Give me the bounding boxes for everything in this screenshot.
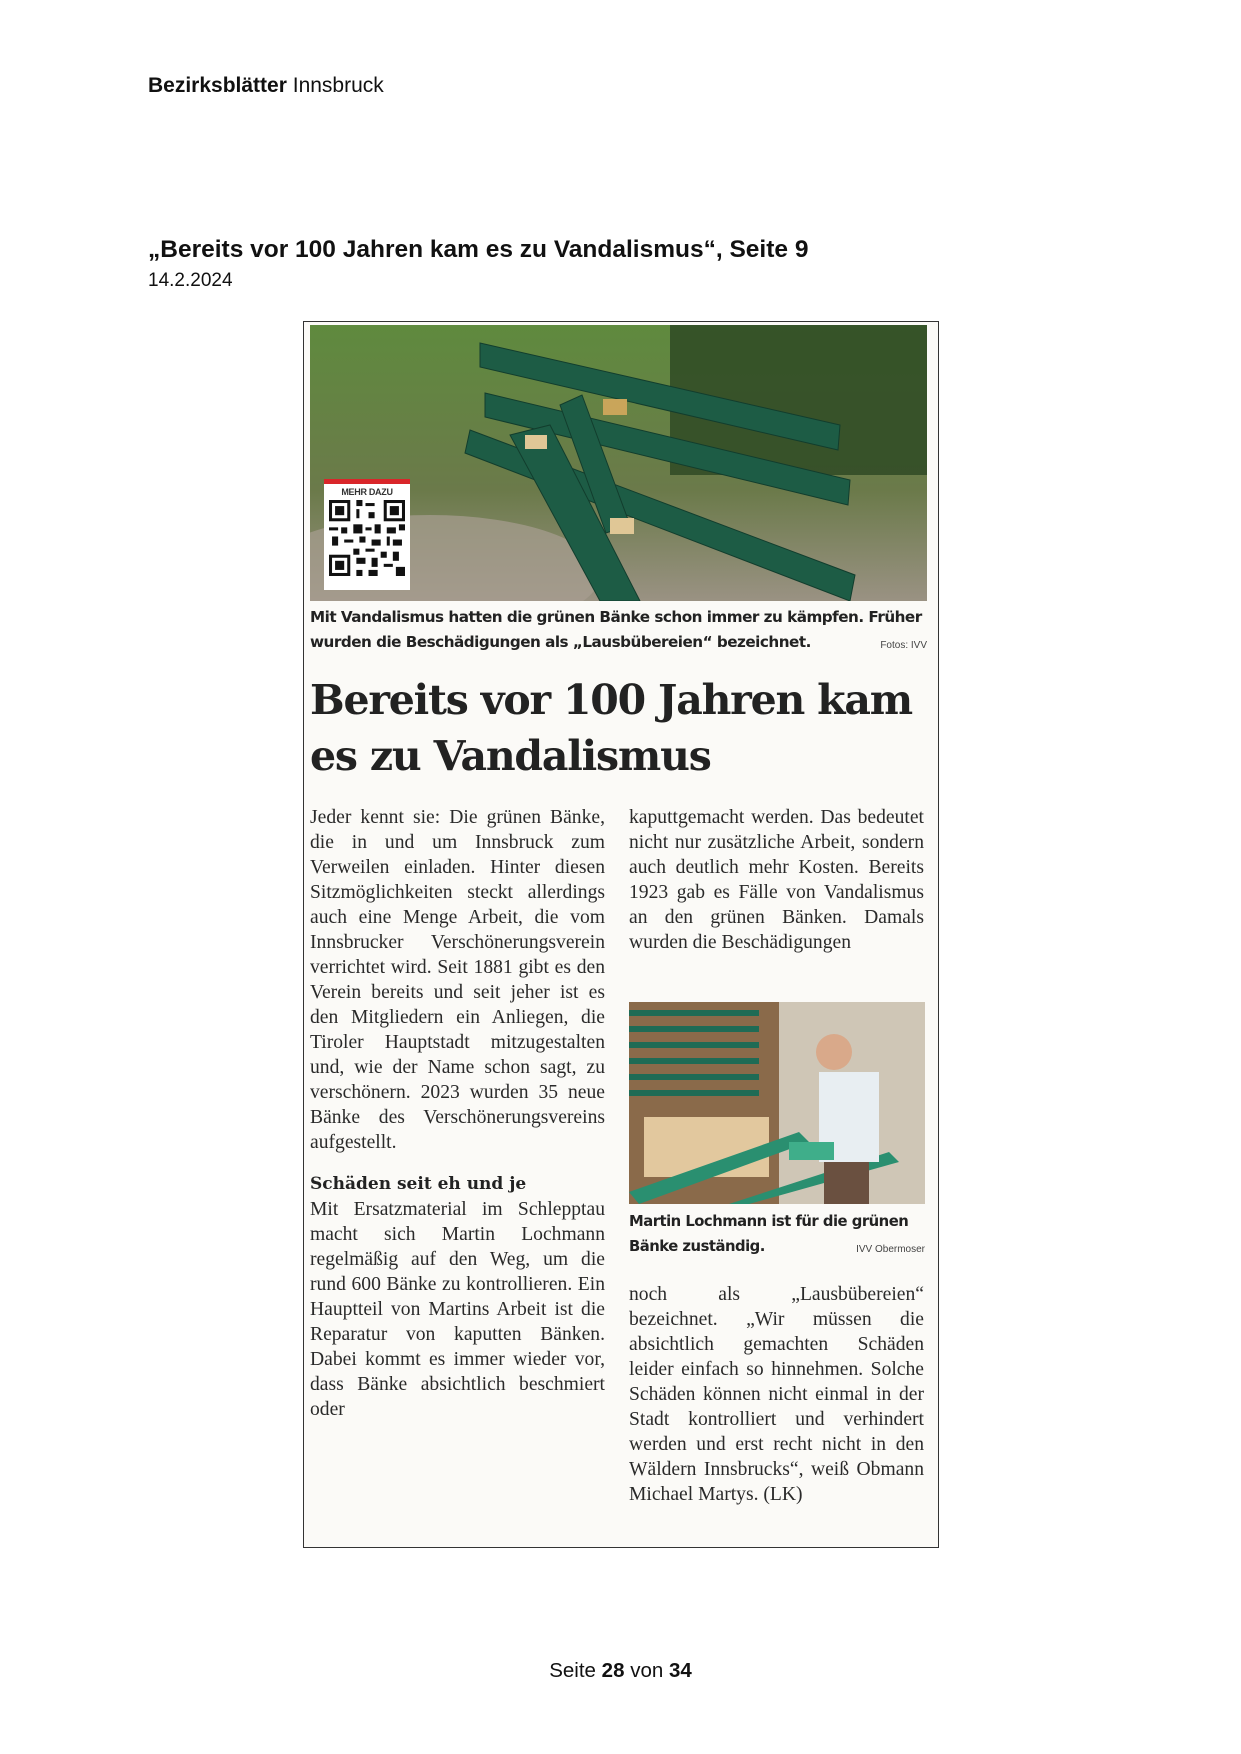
page-footer: [0, 1659, 1241, 1683]
photo-credit-2: IVV Obermoser: [856, 1244, 925, 1255]
subheading: Schäden seit eh und je: [310, 1174, 527, 1194]
column-1: [310, 805, 605, 1422]
workshop-illustration: [629, 1002, 925, 1204]
publication-bold: Bezirksblätter: [148, 74, 287, 97]
qr-code-icon: [329, 500, 405, 576]
photo-credit-1: Fotos: IVV: [880, 640, 927, 651]
footer-prefix: Seite: [549, 1659, 596, 1682]
broken-bench-photo: [310, 325, 927, 601]
workshop-photo: [629, 1002, 925, 1204]
current-page-number: 28: [601, 1659, 625, 1682]
qr-accent-bar: [324, 479, 410, 484]
column-2-bottom: [629, 1282, 924, 1507]
column-1-paragraph-1: Jeder kennt sie: Die grünen Bänke, die in und um Innsbruck zum Verweilen einladen. Hinter diesen Sitzmöglichkeiten steckt allerdings auch eine Menge Arbeit, die vom Innsbrucker Verschönerungsverein verrichtet wird. Seit 1881 gibt es den Verein bereits und seit jeher ist es den Mitgliedern ein Anliegen, die Tiroler Hauptstadt mitzugestalten und, wie der Name schon sagt, zu verschönern. 2023 wurden 35 neue Bänke des Verschönerungsvereins aufgestellt.: [310, 807, 605, 1153]
column-2-top: [629, 805, 924, 955]
column-2-paragraph-1: kaputtgemacht werden. Das bedeutet nicht nur zusätzliche Arbeit, sondern auch deutlich mehr Kosten. Bereits 1923 gab es Fälle von Vandalismus an den grünen Bänken. Damals wurden die Beschädigungen: [629, 807, 924, 953]
footer-middle: von: [630, 1659, 664, 1682]
publication-regular: Innsbruck: [292, 74, 384, 97]
publication-name: [148, 74, 384, 98]
article-title: Bereits vor 100 Jahren kam es zu Vandalismus: [310, 676, 912, 780]
article-date: 14.2.2024: [148, 270, 233, 291]
newspaper-clipping: [303, 321, 939, 1548]
qr-code-box[interactable]: [324, 479, 410, 590]
caption-2-text: Martin Lochmann ist für die grünen Bänke zuständig.: [629, 1213, 909, 1255]
total-pages: 34: [668, 1659, 692, 1682]
photo-caption-1: [310, 605, 927, 658]
photo-caption-2: [629, 1209, 925, 1262]
column-1-paragraph-2: Mit Ersatzmaterial im Schlepptau macht sich Martin Lochmann regelmäßig auf den Weg, um die rund 600 Bänke zu kontrollieren. Ein Hauptteil von Martins Arbeit ist die Reparatur von kaputten Bänken. Dabei kommt es immer wieder vor, dass Bänke absichtlich beschmiert oder: [310, 1199, 605, 1420]
article-reference: „Bereits vor 100 Jahren kam es zu Vandalismus“, Seite 9: [148, 236, 809, 263]
qr-label: MEHR DAZU: [341, 487, 393, 497]
caption-1-text: Mit Vandalismus hatten die grünen Bänke schon immer zu kämpfen. Früher wurden die Beschädigungen als „Lausbübereien“ bezeichnet.: [310, 608, 922, 651]
column-2-paragraph-2: noch als „Lausbübereien“ bezeichnet. „Wir müssen die absichtlich gemachten Schäden leider einfach so hinnehmen. Solche Schäden können nicht einmal in der Stadt kontrolliert und verhindert werden und erst recht nicht in den Wäldern Innsbrucks“, weiß Obmann Michael Martys. (LK): [629, 1284, 924, 1505]
